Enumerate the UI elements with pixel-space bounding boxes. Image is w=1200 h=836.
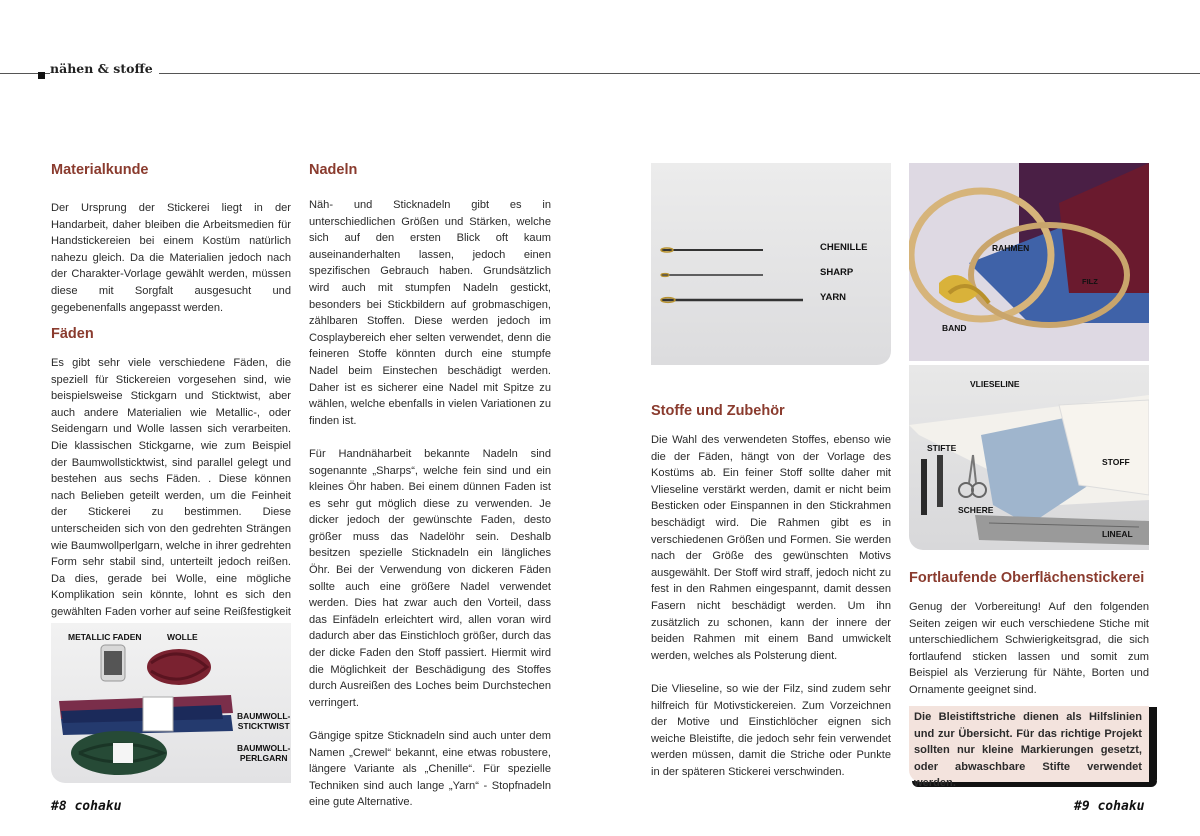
paragraph: Für Handnäharbeit bekannte Nadeln sind sogenannte „Sharps“, welche fein sind und ein kleines Öhr haben. Bei einem dünnen Faden ist es sehr gut möglich diese zu verwenden. Je dicker jedoch der gewünschte Faden, desto größer muss das Nadelöhr sein. Deshalb besitzen spezielle Sticknadeln ein längliches Öhr. Bei der Verwendung von dickeren Fäden sollte auch eine größere Nadel verwendet werden. Dies hat zwar auch den Vorteil, dass das Einfädeln erleichtert wird, allen voran wird dadurch aber das Einstichloch größer, durch das der dicke Faden den Stoff passiert. Hiermit wird die Möglichkeit der Beschädigung des Stoffes durch Ausreißen des Loches beim Durchstechen verringert. [309,447,551,709]
heading-nadeln: Nadeln [309,162,358,178]
paragraph: Der Ursprung der Stickerei liegt in der Handarbeit, daher bleiben die Arbeitsmedien für Handstickereien bei einem Kostüm natürlich nahezu gleich. Da die Materialien jedoch nach der Charakter-Vorlage gewählt werden, müssen diese mit Sorgfalt ausgesucht und gegebenenfalls angepasst werden. [51,202,291,314]
label-band: BAND [942,323,967,333]
label-filz: FILZ [1082,277,1098,286]
heading-faeden: Fäden [51,326,94,342]
label-sharp: SHARP [820,267,854,278]
hoops-photo [909,163,1149,361]
label-wolle: WOLLE [167,632,198,642]
page-number-left: #8 cohaku [51,799,122,814]
label-stifte: STIFTE [927,443,957,453]
label-chenille: CHENILLE [820,242,868,253]
threads-photo [51,623,291,783]
needles-illustration [651,163,891,365]
label-lineal: LINEAL [1102,529,1133,539]
paragraph: Die Wahl des verwendeten Stoffes, ebenso wie die der Fäden, hängt von der Vorlage des Kostüms ab. Ein feiner Stoff sollte daher mit Vlieseline verstärkt werden, damit er nicht beim Besticken oder Einspannen in den Stickrahmen beschädigt wird. Die Rahmen gibt es in verschiedenen Größen und Formen. Sie werden nach der Größe des gewünschten Motivs ausgewählt. Der Stoff wird straff, jedoch nicht zu fest in den Rahmen eingespannt, damit dessen Fasern nicht beschädigt werden. Um ihn zusätzlich zu schonen, kann der innere der beiden Rahmen mit einem Band umwickelt werden, welches als Polsterung dient. [651,434,891,662]
needles-photo [651,163,891,365]
note-text: Die Bleistiftstriche dienen als Hilfslinien und zur Übersicht. Für das richtige Projekt sollten nur kleine Markierungen gesetzt, oder abwaschbare Stifte verwendet werden. [914,711,1142,789]
header-marker [38,72,45,79]
label-metallic: METALLIC FADEN [68,632,142,642]
label-sticktwist: BAUMWOLL- STICKTWIST [237,711,291,731]
page-number-right: #9 cohaku [1074,799,1145,814]
paragraph: Genug der Vorbereitung! Auf den folgenden Seiten zeigen wir euch verschiedene Stiche mit unterschiedlichem Schwierigkeitsgrad, die sich fortlaufend sticken lassen und somit zum Beispiel als Verzierung für Nähte, Borten und Ornamente geeignet sind. [909,601,1149,696]
label-yarn: YARN [820,292,847,303]
paragraph: Es gibt sehr viele verschiedene Fäden, die speziell für Stickereien vorgesehen sind, wie beispielsweise Stickgarn und Sticktwist, aber auch andere Materialien wie Metallic-, oder Seidengarn und Wolle lassen sich verarbeiten. Die klassischen Stickgarne, wie zum Beispiel der Baumwollsticktwist, sind parallel gelegt und bestehen aus sechs Fäden. . Diese können nach Belieben geteilt werden, um die Feinheit der Stickerei zu bestimmen. Diese unterscheiden sich von den gedrehten Strängen wie Baumwollperlgarn, welche in ihrer gedrehten Form sehr stabil sind, unterteilt jedoch reißen. Da dies, gerade bei Wolle, eine mögliche Komplikation sein könnte, lohnt es sich den gewählten Faden vorher auf seine Reißfestigkeit [51,357,291,618]
text-nadeln [309,197,551,811]
paragraph: Die Vlieseline, so wie der Filz, sind zudem sehr hilfreich für Motivstickereien. Zum Vorzeichnen der Motive und Einstichlöcher eignen sich weiche Bleistifte, die jedoch sehr fein verwendet werden müssen, damit die Striche oder Punkte in der späteren Stickerei verschwinden. [651,682,891,778]
label-schere: SCHERE [958,505,994,515]
section-title: nähen & stoffe [50,61,159,76]
heading-fortlaufende: Fortlaufende Oberflächenstickerei [909,570,1145,586]
label-perlgarn: BAUMWOLL- PERLGARN [237,743,291,763]
paragraph: Gängige spitze Sticknadeln sind auch unter dem Namen „Crewel“ bekannt, eine etwas robustere, längere Variante als „Chenille“. Für spezielle Techniken sind auch lange „Yarn“ - Stopfnadeln eine gute Alternative. [309,730,551,809]
label-stoff: STOFF [1102,457,1130,467]
heading-materialkunde: Materialkunde [51,162,149,178]
text-faeden [51,355,291,637]
label-vlieseline: VLIESELINE [970,379,1020,389]
header-rule [0,73,1200,74]
tools-photo [909,365,1149,550]
heading-stoffe: Stoffe und Zubehör [651,403,785,419]
paragraph: Näh- und Sticknadeln gibt es in unterschiedlichen Größen und Stärken, welche sich auf den ersten Blick oft kaum auseinanderhalten lassen, jedoch einen spezifischen Gebrauch haben. Grundsätzlich wird auch mit stumpfen Nadeln gestickt, besonders bei Stickbildern auf grobmaschigen, zählbaren Stoffen. Diese werden jedoch im Cosplaybereich eher selten verwendet, denn die feineren Stoffe könnten durch eine stumpfe Nadel beim Einstechen beschädigt werden. Daher ist es sicherer eine Nadel mit Spitze zu wählen, welche ebenfalls in vielen Variationen zu finden ist. [309,199,551,427]
label-rahmen: RAHMEN [992,243,1030,253]
text-stoffe [651,432,891,780]
note-shadow [1148,707,1157,787]
text-materialkunde [51,200,291,316]
text-fortlaufende [909,599,1149,699]
